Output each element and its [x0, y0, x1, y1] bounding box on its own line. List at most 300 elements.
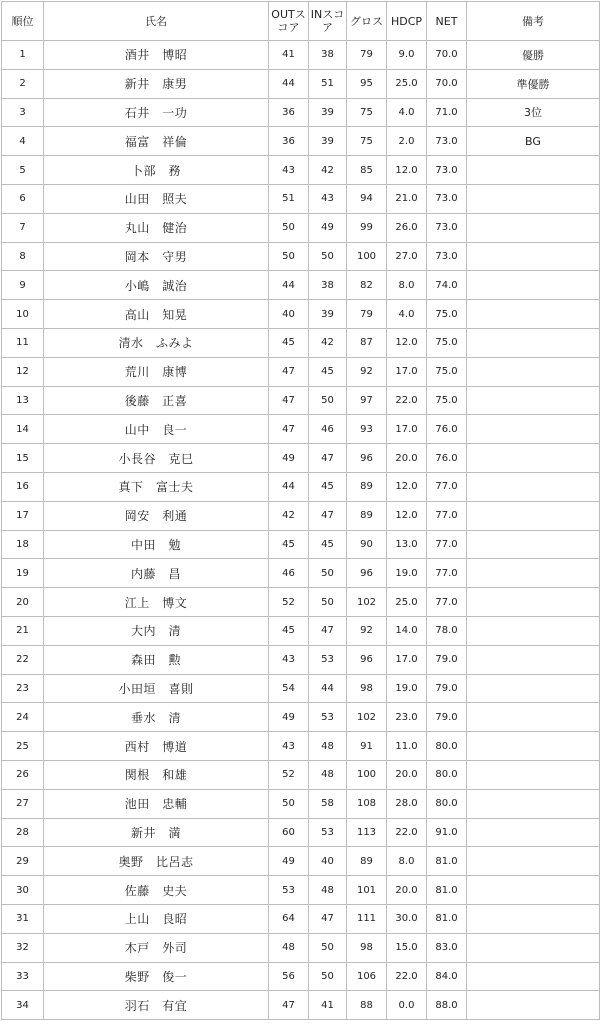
gross-cell: 96 [347, 559, 387, 588]
player-name-cell: 卜部 務 [44, 156, 269, 185]
header-gross: グロス [347, 2, 387, 41]
player-name-cell: 荒川 康博 [44, 357, 269, 386]
player-name-cell: 関根 和雄 [44, 760, 269, 789]
rank-cell: 27 [2, 789, 44, 818]
gross-cell: 89 [347, 847, 387, 876]
hdcp-cell: 2.0 [387, 127, 427, 156]
note-cell [467, 386, 600, 415]
in-score-cell: 42 [309, 328, 347, 357]
header-name: 氏名 [44, 2, 269, 41]
net-cell: 77.0 [427, 530, 467, 559]
note-cell [467, 444, 600, 473]
net-cell: 79.0 [427, 703, 467, 732]
player-name-cell: 清水 ふみよ [44, 328, 269, 357]
net-cell: 84.0 [427, 962, 467, 991]
rank-cell: 8 [2, 242, 44, 271]
gross-cell: 113 [347, 818, 387, 847]
table-row [2, 98, 600, 127]
player-name-cell: 奥野 比呂志 [44, 847, 269, 876]
gross-cell: 102 [347, 703, 387, 732]
table-row [2, 616, 600, 645]
gross-cell: 98 [347, 674, 387, 703]
out-score-cell: 43 [269, 732, 309, 761]
out-score-cell: 47 [269, 357, 309, 386]
hdcp-cell: 23.0 [387, 703, 427, 732]
table-body [2, 41, 600, 1020]
gross-cell: 96 [347, 645, 387, 674]
note-cell [467, 616, 600, 645]
table-row [2, 645, 600, 674]
gross-cell: 87 [347, 328, 387, 357]
in-score-cell: 45 [309, 530, 347, 559]
rank-cell: 25 [2, 732, 44, 761]
hdcp-cell: 4.0 [387, 300, 427, 329]
hdcp-cell: 20.0 [387, 444, 427, 473]
in-score-cell: 47 [309, 501, 347, 530]
in-score-cell: 45 [309, 357, 347, 386]
net-cell: 75.0 [427, 328, 467, 357]
rank-cell: 22 [2, 645, 44, 674]
out-score-cell: 36 [269, 98, 309, 127]
out-score-cell: 50 [269, 242, 309, 271]
in-score-cell: 50 [309, 962, 347, 991]
hdcp-cell: 30.0 [387, 904, 427, 933]
results-table [1, 1, 600, 1020]
net-cell: 75.0 [427, 386, 467, 415]
note-cell [467, 530, 600, 559]
hdcp-cell: 19.0 [387, 559, 427, 588]
hdcp-cell: 17.0 [387, 415, 427, 444]
in-score-cell: 53 [309, 703, 347, 732]
player-name-cell: 新井 康男 [44, 69, 269, 98]
gross-cell: 96 [347, 444, 387, 473]
in-score-cell: 53 [309, 645, 347, 674]
in-score-cell: 48 [309, 876, 347, 905]
hdcp-cell: 0.0 [387, 991, 427, 1020]
rank-cell: 9 [2, 271, 44, 300]
in-score-cell: 47 [309, 904, 347, 933]
note-cell: 優勝 [467, 41, 600, 70]
table-row [2, 386, 600, 415]
note-cell [467, 933, 600, 962]
player-name-cell: 丸山 健治 [44, 213, 269, 242]
table-row [2, 933, 600, 962]
net-cell: 75.0 [427, 300, 467, 329]
note-cell [467, 559, 600, 588]
note-cell [467, 588, 600, 617]
hdcp-cell: 12.0 [387, 156, 427, 185]
player-name-cell: 山中 良一 [44, 415, 269, 444]
out-score-cell: 54 [269, 674, 309, 703]
in-score-cell: 38 [309, 271, 347, 300]
hdcp-cell: 20.0 [387, 876, 427, 905]
hdcp-cell: 15.0 [387, 933, 427, 962]
in-score-cell: 51 [309, 69, 347, 98]
note-cell [467, 645, 600, 674]
rank-cell: 32 [2, 933, 44, 962]
header-in-score: INスコア [309, 2, 347, 41]
hdcp-cell: 11.0 [387, 732, 427, 761]
player-name-cell: 上山 良昭 [44, 904, 269, 933]
gross-cell: 93 [347, 415, 387, 444]
table-row [2, 184, 600, 213]
in-score-cell: 45 [309, 472, 347, 501]
table-row [2, 559, 600, 588]
net-cell: 83.0 [427, 933, 467, 962]
net-cell: 76.0 [427, 444, 467, 473]
out-score-cell: 43 [269, 156, 309, 185]
in-score-cell: 50 [309, 933, 347, 962]
gross-cell: 85 [347, 156, 387, 185]
note-cell [467, 415, 600, 444]
gross-cell: 100 [347, 242, 387, 271]
rank-cell: 12 [2, 357, 44, 386]
table-row [2, 69, 600, 98]
table-row [2, 962, 600, 991]
rank-cell: 11 [2, 328, 44, 357]
rank-cell: 21 [2, 616, 44, 645]
net-cell: 77.0 [427, 472, 467, 501]
rank-cell: 15 [2, 444, 44, 473]
out-score-cell: 52 [269, 760, 309, 789]
player-name-cell: 柴野 俊一 [44, 962, 269, 991]
out-score-cell: 46 [269, 559, 309, 588]
in-score-cell: 44 [309, 674, 347, 703]
out-score-cell: 49 [269, 444, 309, 473]
in-score-cell: 41 [309, 991, 347, 1020]
rank-cell: 29 [2, 847, 44, 876]
table-row [2, 904, 600, 933]
player-name-cell: 木戸 外司 [44, 933, 269, 962]
rank-cell: 6 [2, 184, 44, 213]
table-row [2, 271, 600, 300]
hdcp-cell: 28.0 [387, 789, 427, 818]
rank-cell: 20 [2, 588, 44, 617]
net-cell: 70.0 [427, 69, 467, 98]
net-cell: 75.0 [427, 357, 467, 386]
gross-cell: 75 [347, 127, 387, 156]
note-cell: 3位 [467, 98, 600, 127]
hdcp-cell: 12.0 [387, 328, 427, 357]
rank-cell: 23 [2, 674, 44, 703]
rank-cell: 14 [2, 415, 44, 444]
in-score-cell: 39 [309, 98, 347, 127]
player-name-cell: 真下 富士夫 [44, 472, 269, 501]
net-cell: 70.0 [427, 41, 467, 70]
rank-cell: 1 [2, 41, 44, 70]
hdcp-cell: 17.0 [387, 645, 427, 674]
note-cell [467, 271, 600, 300]
note-cell [467, 962, 600, 991]
gross-cell: 99 [347, 213, 387, 242]
hdcp-cell: 14.0 [387, 616, 427, 645]
gross-cell: 98 [347, 933, 387, 962]
out-score-cell: 36 [269, 127, 309, 156]
note-cell [467, 991, 600, 1020]
player-name-cell: 羽石 有宜 [44, 991, 269, 1020]
table-row [2, 415, 600, 444]
net-cell: 73.0 [427, 242, 467, 271]
net-cell: 73.0 [427, 184, 467, 213]
table-row [2, 760, 600, 789]
in-score-cell: 42 [309, 156, 347, 185]
rank-cell: 4 [2, 127, 44, 156]
table-row [2, 588, 600, 617]
net-cell: 73.0 [427, 127, 467, 156]
rank-cell: 31 [2, 904, 44, 933]
player-name-cell: 小嶋 誠治 [44, 271, 269, 300]
out-score-cell: 47 [269, 386, 309, 415]
net-cell: 71.0 [427, 98, 467, 127]
out-score-cell: 41 [269, 41, 309, 70]
gross-cell: 97 [347, 386, 387, 415]
net-cell: 73.0 [427, 213, 467, 242]
net-cell: 73.0 [427, 156, 467, 185]
in-score-cell: 48 [309, 732, 347, 761]
header-row [2, 2, 600, 41]
table-row [2, 501, 600, 530]
gross-cell: 108 [347, 789, 387, 818]
out-score-cell: 64 [269, 904, 309, 933]
gross-cell: 95 [347, 69, 387, 98]
rank-cell: 17 [2, 501, 44, 530]
table-row [2, 300, 600, 329]
player-name-cell: 小田垣 喜則 [44, 674, 269, 703]
table-row [2, 472, 600, 501]
out-score-cell: 44 [269, 271, 309, 300]
player-name-cell: 山田 照夫 [44, 184, 269, 213]
header-net: NET [427, 2, 467, 41]
table-row [2, 732, 600, 761]
rank-cell: 5 [2, 156, 44, 185]
rank-cell: 18 [2, 530, 44, 559]
out-score-cell: 44 [269, 69, 309, 98]
hdcp-cell: 9.0 [387, 41, 427, 70]
in-score-cell: 43 [309, 184, 347, 213]
note-cell: BG [467, 127, 600, 156]
hdcp-cell: 22.0 [387, 818, 427, 847]
rank-cell: 19 [2, 559, 44, 588]
gross-cell: 89 [347, 501, 387, 530]
gross-cell: 79 [347, 41, 387, 70]
rank-cell: 10 [2, 300, 44, 329]
player-name-cell: 岡本 守男 [44, 242, 269, 271]
note-cell [467, 818, 600, 847]
out-score-cell: 60 [269, 818, 309, 847]
note-cell [467, 357, 600, 386]
hdcp-cell: 26.0 [387, 213, 427, 242]
out-score-cell: 50 [269, 789, 309, 818]
player-name-cell: 石井 一功 [44, 98, 269, 127]
table-row [2, 444, 600, 473]
hdcp-cell: 12.0 [387, 472, 427, 501]
gross-cell: 91 [347, 732, 387, 761]
hdcp-cell: 25.0 [387, 588, 427, 617]
hdcp-cell: 27.0 [387, 242, 427, 271]
player-name-cell: 森田 勲 [44, 645, 269, 674]
in-score-cell: 50 [309, 559, 347, 588]
player-name-cell: 大内 清 [44, 616, 269, 645]
out-score-cell: 45 [269, 616, 309, 645]
in-score-cell: 50 [309, 588, 347, 617]
note-cell [467, 732, 600, 761]
out-score-cell: 40 [269, 300, 309, 329]
net-cell: 91.0 [427, 818, 467, 847]
note-cell [467, 300, 600, 329]
net-cell: 77.0 [427, 588, 467, 617]
note-cell [467, 703, 600, 732]
note-cell [467, 213, 600, 242]
table-row [2, 357, 600, 386]
rank-cell: 26 [2, 760, 44, 789]
table-row [2, 703, 600, 732]
rank-cell: 30 [2, 876, 44, 905]
rank-cell: 13 [2, 386, 44, 415]
table-row [2, 156, 600, 185]
net-cell: 77.0 [427, 559, 467, 588]
net-cell: 76.0 [427, 415, 467, 444]
out-score-cell: 45 [269, 530, 309, 559]
hdcp-cell: 13.0 [387, 530, 427, 559]
in-score-cell: 58 [309, 789, 347, 818]
out-score-cell: 49 [269, 847, 309, 876]
hdcp-cell: 19.0 [387, 674, 427, 703]
note-cell: 準優勝 [467, 69, 600, 98]
rank-cell: 33 [2, 962, 44, 991]
out-score-cell: 42 [269, 501, 309, 530]
rank-cell: 3 [2, 98, 44, 127]
hdcp-cell: 8.0 [387, 847, 427, 876]
in-score-cell: 49 [309, 213, 347, 242]
table-row [2, 674, 600, 703]
table-row [2, 847, 600, 876]
net-cell: 80.0 [427, 732, 467, 761]
net-cell: 78.0 [427, 616, 467, 645]
table-row [2, 818, 600, 847]
net-cell: 80.0 [427, 760, 467, 789]
in-score-cell: 39 [309, 300, 347, 329]
in-score-cell: 48 [309, 760, 347, 789]
note-cell [467, 789, 600, 818]
gross-cell: 92 [347, 616, 387, 645]
out-score-cell: 56 [269, 962, 309, 991]
player-name-cell: 高山 知晃 [44, 300, 269, 329]
note-cell [467, 904, 600, 933]
rank-cell: 16 [2, 472, 44, 501]
in-score-cell: 50 [309, 386, 347, 415]
gross-cell: 100 [347, 760, 387, 789]
note-cell [467, 156, 600, 185]
out-score-cell: 51 [269, 184, 309, 213]
table-row [2, 789, 600, 818]
out-score-cell: 49 [269, 703, 309, 732]
net-cell: 77.0 [427, 501, 467, 530]
header-note: 備考 [467, 2, 600, 41]
out-score-cell: 47 [269, 415, 309, 444]
note-cell [467, 184, 600, 213]
player-name-cell: 岡安 利通 [44, 501, 269, 530]
header-hdcp: HDCP [387, 2, 427, 41]
out-score-cell: 52 [269, 588, 309, 617]
hdcp-cell: 20.0 [387, 760, 427, 789]
in-score-cell: 47 [309, 616, 347, 645]
in-score-cell: 40 [309, 847, 347, 876]
hdcp-cell: 8.0 [387, 271, 427, 300]
out-score-cell: 43 [269, 645, 309, 674]
player-name-cell: 中田 勉 [44, 530, 269, 559]
out-score-cell: 50 [269, 213, 309, 242]
gross-cell: 79 [347, 300, 387, 329]
note-cell [467, 847, 600, 876]
note-cell [467, 501, 600, 530]
gross-cell: 89 [347, 472, 387, 501]
hdcp-cell: 25.0 [387, 69, 427, 98]
in-score-cell: 38 [309, 41, 347, 70]
net-cell: 80.0 [427, 789, 467, 818]
in-score-cell: 47 [309, 444, 347, 473]
player-name-cell: 小長谷 克巳 [44, 444, 269, 473]
table-row [2, 991, 600, 1020]
gross-cell: 82 [347, 271, 387, 300]
table-header [2, 2, 600, 41]
in-score-cell: 46 [309, 415, 347, 444]
hdcp-cell: 17.0 [387, 357, 427, 386]
rank-cell: 28 [2, 818, 44, 847]
table-row [2, 328, 600, 357]
rank-cell: 24 [2, 703, 44, 732]
table-row [2, 127, 600, 156]
gross-cell: 94 [347, 184, 387, 213]
rank-cell: 34 [2, 991, 44, 1020]
net-cell: 81.0 [427, 876, 467, 905]
table-row [2, 41, 600, 70]
gross-cell: 92 [347, 357, 387, 386]
player-name-cell: 酒井 博昭 [44, 41, 269, 70]
player-name-cell: 福富 祥倫 [44, 127, 269, 156]
table-row [2, 213, 600, 242]
gross-cell: 101 [347, 876, 387, 905]
player-name-cell: 江上 博文 [44, 588, 269, 617]
hdcp-cell: 4.0 [387, 98, 427, 127]
net-cell: 74.0 [427, 271, 467, 300]
gross-cell: 111 [347, 904, 387, 933]
in-score-cell: 53 [309, 818, 347, 847]
out-score-cell: 53 [269, 876, 309, 905]
player-name-cell: 後藤 正喜 [44, 386, 269, 415]
gross-cell: 102 [347, 588, 387, 617]
note-cell [467, 876, 600, 905]
player-name-cell: 佐藤 史夫 [44, 876, 269, 905]
hdcp-cell: 22.0 [387, 386, 427, 415]
net-cell: 79.0 [427, 674, 467, 703]
note-cell [467, 674, 600, 703]
player-name-cell: 池田 忠輔 [44, 789, 269, 818]
note-cell [467, 472, 600, 501]
header-rank: 順位 [2, 2, 44, 41]
net-cell: 88.0 [427, 991, 467, 1020]
out-score-cell: 44 [269, 472, 309, 501]
table-row [2, 876, 600, 905]
table-row [2, 242, 600, 271]
note-cell [467, 760, 600, 789]
out-score-cell: 45 [269, 328, 309, 357]
in-score-cell: 50 [309, 242, 347, 271]
player-name-cell: 新井 満 [44, 818, 269, 847]
out-score-cell: 47 [269, 991, 309, 1020]
gross-cell: 90 [347, 530, 387, 559]
player-name-cell: 垂水 清 [44, 703, 269, 732]
note-cell [467, 328, 600, 357]
